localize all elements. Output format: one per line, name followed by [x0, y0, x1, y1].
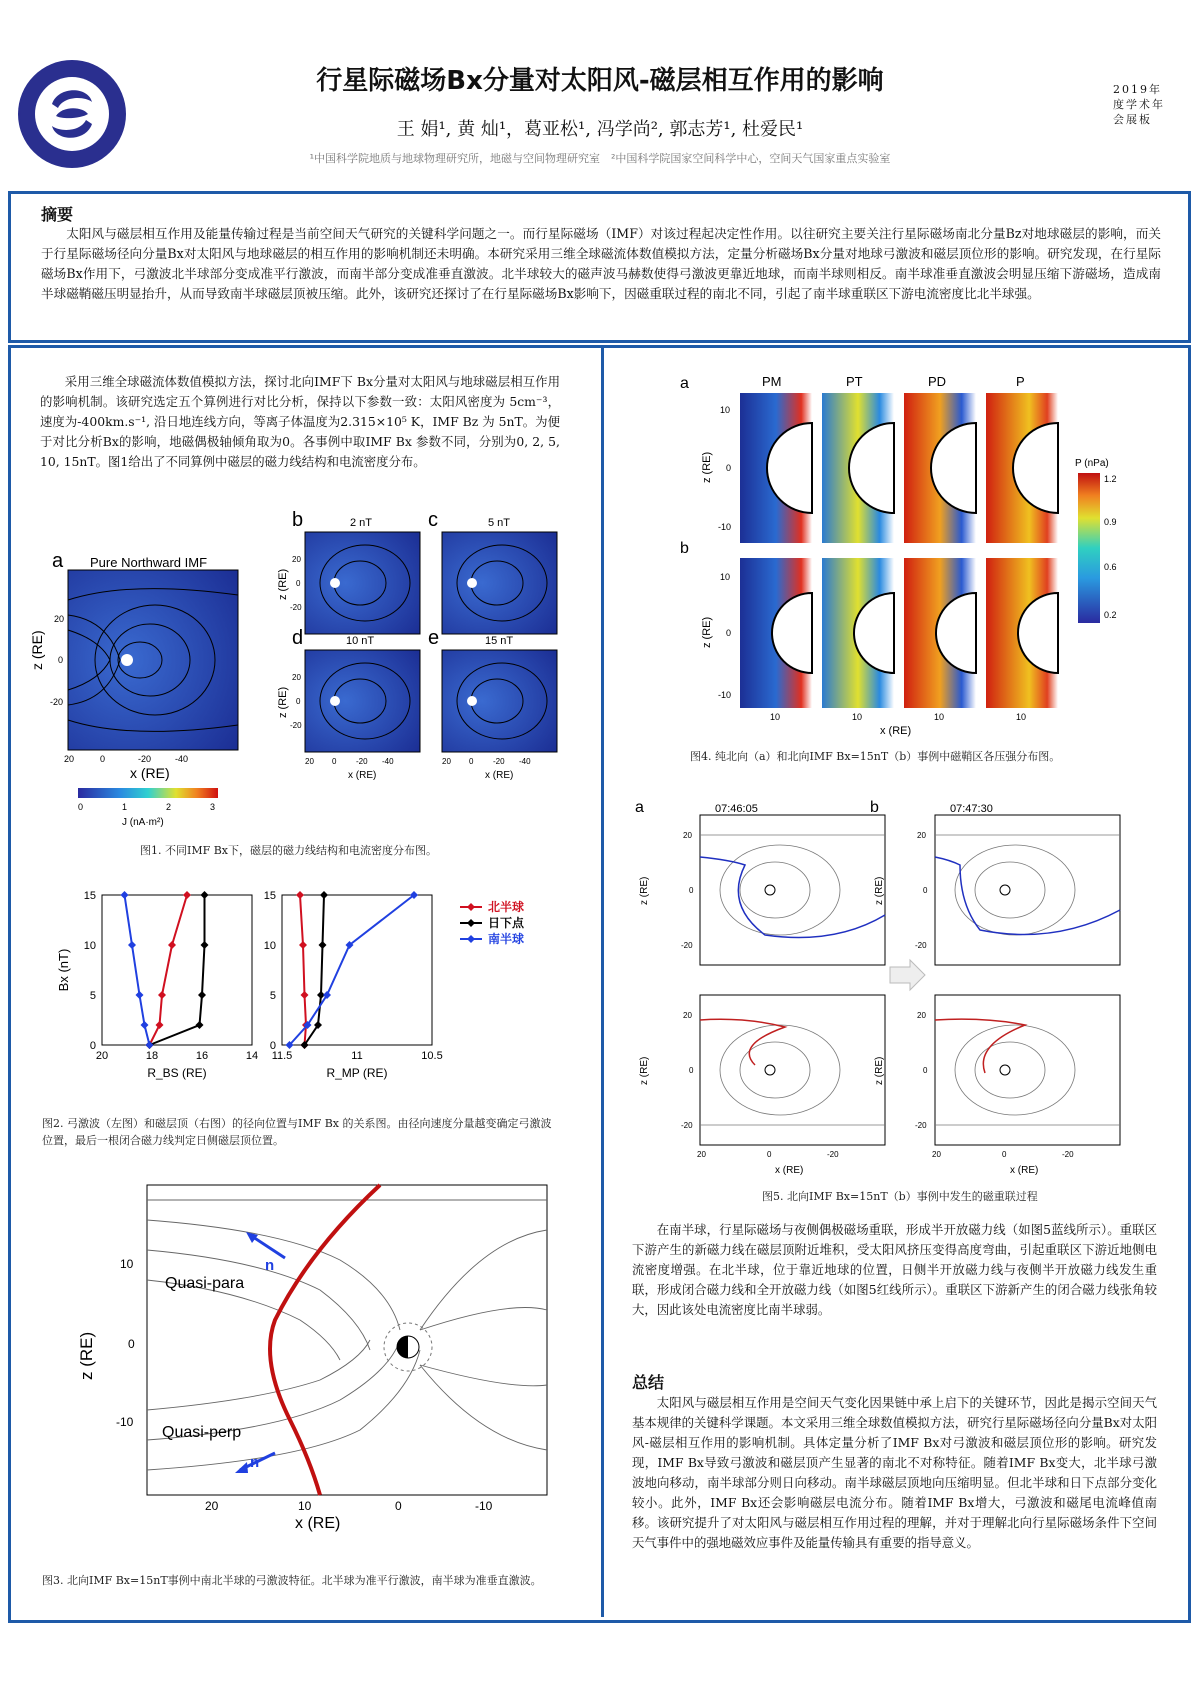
fig1c-letter: c [428, 509, 438, 531]
fig2-legend-marker [467, 919, 475, 927]
fig4-ytick: 10 [720, 572, 731, 582]
fig3-xtick: 0 [395, 1499, 402, 1513]
fig4a-letter: a [680, 375, 689, 392]
fig1b-title: 2 nT [350, 517, 373, 529]
fig5b-time: 07:47:30 [950, 803, 993, 815]
fig5-xtick: -20 [1062, 1150, 1074, 1159]
fig5-ytick: -20 [681, 941, 693, 950]
fig5-ytick: 20 [683, 831, 692, 840]
fig5-ytick: 20 [683, 1011, 692, 1020]
fig1a-xtick: -20 [138, 754, 152, 764]
fig5-ytick: 20 [917, 831, 926, 840]
fig1b-ytick: 0 [296, 579, 301, 588]
fig4-xtick: 10 [934, 712, 945, 722]
fig3-frame [147, 1185, 547, 1495]
figure-1-panels [30, 510, 570, 835]
next-arrow-icon [890, 960, 925, 990]
figure-4 [680, 368, 1140, 738]
fig4-xtick: 10 [770, 712, 781, 722]
fig4-xlabel: x (RE) [880, 725, 912, 737]
fig5-xtick: 0 [767, 1150, 772, 1159]
fig2-ytick: 15 [83, 890, 96, 902]
affiliations: ¹中国科学院地质与地球物理研究所，地磁与空间物理研究室 ²中国科学院国家空间科学中心，空间天气国家重点实验室 [309, 152, 891, 165]
fig1d-ylabel: z (RE) [277, 686, 289, 718]
fig1e-panel [442, 650, 557, 752]
fig2-legend-label: 日下点 [488, 916, 525, 930]
fig4-col-title: P [1016, 374, 1025, 389]
fig2-legend-marker [467, 935, 475, 943]
fig5-ytick: 0 [689, 886, 694, 895]
fig1-cb-tick: 3 [210, 802, 216, 812]
fig3-xtick: -10 [475, 1499, 493, 1513]
fig2-ytick: 5 [89, 990, 96, 1002]
fig1b-panel [305, 532, 420, 634]
figure-5 [635, 795, 1165, 1180]
fig2-ytick: 15 [263, 890, 276, 902]
fig1e-xtick: 20 [442, 757, 451, 766]
figure-5-caption: 图5. 北向IMF Bx=15nT（b）事例中发生的磁重联过程 [762, 1190, 1038, 1203]
fig5-ytick: 0 [923, 1066, 928, 1075]
fig1e-xtick: 0 [469, 757, 474, 766]
fig4-cb-tick: 0.6 [1104, 562, 1117, 572]
fig2-legend-label: 南半球 [488, 932, 525, 946]
fig5-ytick: -20 [915, 941, 927, 950]
fig5-ylabel: z (RE) [874, 1056, 885, 1085]
fig5-ytick: 0 [689, 1066, 694, 1075]
fig2-xtick: 20 [95, 1050, 109, 1062]
fig1a-ytick: -20 [50, 697, 64, 707]
fig1d-xtick: -40 [382, 757, 394, 766]
fig1a-xtick: -40 [175, 754, 189, 764]
fig2-xtick: 11 [351, 1050, 363, 1062]
fig2-ytick: 0 [89, 1040, 96, 1052]
fig5-ytick: 0 [923, 886, 928, 895]
fig5b-letter: b [870, 799, 879, 816]
fig4-ytick: -10 [718, 690, 732, 700]
fig1a-title: Pure Northward IMF [90, 555, 208, 570]
figure-2-charts [56, 885, 580, 1090]
fig2-ylabel: Bx (nT) [56, 948, 71, 992]
figure-2 [56, 885, 580, 1090]
fig1-cb-label: J (nA·m²) [122, 817, 164, 828]
fig4-cb-tick: 0.9 [1104, 517, 1117, 527]
fig4-cb-tick: 1.2 [1104, 474, 1117, 484]
fig1d-ytick: -20 [290, 721, 302, 730]
fig1c-title: 5 nT [488, 517, 511, 529]
fig1e-xlabel: x (RE) [485, 770, 514, 781]
fig3-n-south: n [250, 1454, 260, 1471]
fig1a-ylabel: z (RE) [29, 630, 45, 670]
fig1a-ytick: 20 [54, 614, 65, 624]
reconnection-paragraph: 在南半球，行星际磁场与夜侧偶极磁场重联，形成半开放磁力线（如图5蓝线所示）。重联区下游产生的新磁力线在磁层顶附近堆积，受太阳风挤压变得高度弯曲，引起重联区下游近地侧电流密度增强。在北半球，位于靠近地球的位置，日侧半开放磁力线与夜侧半开放磁力线发生重联，形成闭合磁力线和全开放磁力线（如图5红线所示）。重联区下游新产生的闭合磁力线张角较大，因此该处电流密度比南半球弱。 [632, 1222, 1157, 1317]
fig5-xtick: -20 [827, 1150, 839, 1159]
fig1b-ylabel: z (RE) [277, 568, 289, 600]
fig4-colorbar [1078, 473, 1100, 623]
fig4-ytick: 10 [720, 405, 731, 415]
figure-3-caption: 图3. 北向IMF Bx=15nT事例中南北半球的弓激波特征。北半球为准平行激波，南半球为准垂直激波。 [42, 1574, 542, 1587]
figure-4-caption: 图4. 纯北向（a）和北向IMF Bx=15nT（b）事例中磁鞘区各压强分布图。 [690, 750, 1061, 763]
fig1a-letter: a [52, 550, 64, 572]
fig1d-xtick: -20 [356, 757, 368, 766]
fig4-ytick: 0 [726, 463, 732, 473]
fig1-cb-tick: 1 [122, 802, 128, 812]
fig1-cb-tick: 0 [78, 802, 84, 812]
fig3-xtick: 20 [205, 1499, 219, 1513]
fig1d-xlabel: x (RE) [348, 770, 377, 781]
fig3-ytick: 0 [128, 1337, 135, 1351]
abstract-box [8, 191, 1191, 343]
fig1d-panel [305, 650, 420, 752]
fig3-ytick: -10 [116, 1415, 134, 1429]
fig2-ytick: 10 [263, 940, 276, 952]
fig1e-xtick: -20 [493, 757, 505, 766]
fig2-xtick: 18 [145, 1050, 159, 1062]
earth-dot-a [121, 654, 133, 666]
fig3-ylabel: z (RE) [77, 1331, 96, 1380]
fig1d-title: 10 nT [346, 635, 375, 647]
fig4-xtick: 10 [852, 712, 863, 722]
summary-heading: 总结 [632, 1373, 665, 1392]
fig5a-top [700, 815, 885, 965]
fig2-legend-marker [467, 903, 475, 911]
fig4-cb-tick: 0.2 [1104, 610, 1117, 620]
fig5a-letter: a [635, 799, 644, 816]
fig5b-bottom [935, 995, 1120, 1145]
fig1e-title: 15 nT [485, 635, 514, 647]
poster-title: 行星际磁场Bx分量对太阳风-磁层相互作用的影响 [316, 66, 884, 96]
fig5-xtick: 20 [932, 1150, 941, 1159]
fig5-ytick: -20 [681, 1121, 693, 1130]
annual-meeting-label: 2019年度学术年会展板 [1113, 83, 1165, 126]
fig4-cb-label: P (nPa) [1075, 458, 1109, 469]
fig1c-panel [442, 532, 557, 634]
fig2-xtick: 16 [195, 1050, 209, 1062]
fig5a-time: 07:46:05 [715, 803, 758, 815]
fig5-ylabel: z (RE) [639, 876, 650, 905]
fig2-ytick: 10 [83, 940, 96, 952]
fig1a-xtick: 20 [64, 754, 75, 764]
intro-paragraph: 采用三维全球磁流体数值模拟方法，探讨北向IMF下 Bx分量对太阳风与地球磁层相互作用的影响机制。该研究选定五个算例进行对比分析，保持以下参数一致：太阳风密度为 5cm⁻³，速度为-400km.s⁻¹, 沿日地连线方向，等离子体温度为2.315×10⁵ K，IMF Bz 为 5nT。为便于对比分析Bx的影响，地磁偶极轴倾角取为0。各事例中取IMF Bx 参数不同，分别为0, 2, 5, 10, 15nT。图1给出了不同算例中磁层的磁力线结构和电流密度分布。 [40, 374, 560, 469]
abstract-heading: 摘要 [41, 205, 74, 224]
fig1e-xtick: -40 [519, 757, 531, 766]
abstract-text: 太阳风与磁层相互作用及能量传输过程是当前空间天气研究的关键科学问题之一。而行星际磁场（IMF）对该过程起决定性作用。以往研究主要关注行星际磁场南北分量Bz对地球磁层的影响，而关于行星际磁场径向分量Bx对太阳风与地球磁层的相互作用的影响机制还未明确。本研究采用三维全球磁流体数值模拟方法，定量分析磁场Bx分量对地球弓激波和磁层顶位形的影响。研究发现，在行星际磁场Bx作用下，弓激波北半球部分变成准平行激波，而南半部分变成准垂直激波。北半球较大的磁声波马赫数使得弓激波更靠近地球，而南半球则相反。南半球准垂直激波会明显压缩下游磁场，造成南半球磁鞘磁压明显抬升，从而导致南半球磁层顶被压缩。此外，该研究还探讨了在行星际磁场Bx影响下，因磁重联过程的南北不同，引起了南半球重联区下游电流密度比北半球强。 [41, 226, 1161, 301]
fig5b-xlabel: x (RE) [1010, 1165, 1039, 1176]
figure-3 [40, 1180, 560, 1530]
fig4b-letter: b [680, 540, 689, 557]
figure-3-plot [40, 1180, 560, 1530]
fig1a-plot [68, 570, 238, 750]
author-list: 王 娟¹, 黄 灿¹，葛亚松¹, 冯学尚², 郭志芳¹, 杜爱民¹ [396, 119, 804, 140]
fig1b-letter: b [292, 509, 304, 531]
fig1e-letter: e [428, 627, 440, 649]
fig5a-bottom [700, 995, 885, 1145]
fig2-ytick: 0 [269, 1040, 276, 1052]
fig2-xtick: 10.5 [421, 1050, 443, 1062]
fig3-n-north: n [265, 1257, 275, 1274]
fig2-xlabel: R_BS (RE) [147, 1066, 207, 1080]
fig2-xlabel: R_MP (RE) [326, 1066, 388, 1080]
fig1d-xtick: 0 [332, 757, 337, 766]
fig4-col-title: PT [846, 374, 863, 389]
fig1-colorbar [78, 788, 218, 798]
fig1d-ytick: 20 [292, 673, 301, 682]
fig4-col-title: PD [928, 374, 947, 389]
fig4b-ylabel: z (RE) [701, 616, 713, 648]
fig3-ytick: 10 [120, 1257, 134, 1271]
fig5a-xlabel: x (RE) [775, 1165, 804, 1176]
fig4a-ylabel: z (RE) [701, 451, 713, 483]
fig2-plot-frame-0 [102, 895, 252, 1045]
fig2-xtick: 11.5 [271, 1050, 293, 1062]
fig2-xtick: 14 [245, 1050, 259, 1062]
fig1b-ytick: 20 [292, 555, 301, 564]
fig1d-ytick: 0 [296, 697, 301, 706]
summary-paragraph: 太阳风与磁层相互作用是空间天气变化因果链中承上启下的关键环节，因此是揭示空间天气基本规律的关键科学课题。本文采用三维全球数值模拟方法，研究行星际磁场径向分量Bx对太阳风-磁层相互作用的影响机制。具体定量分析了IMF Bx对弓激波和磁层顶位形的影响。研究发现，IMF Bx导致弓激波和磁层顶产生显著的南北不对称特征。随着IMF Bx变大，北半球弓激波地向移动，南半球部分则日向移动。南半球磁层顶地向压缩明显。但北半球和日下点部分变化较小。此外，IMF Bx还会影响磁层电流分布。随着IMF Bx增大，弓激波和磁尾电流峰值南移。该研究提升了对太阳风与磁层相互作用过程的理解，并对于理解北向行星际磁场条件下空间天气事件中的强地磁效应事件及能量传输具有重要的指导意义。 [632, 1395, 1157, 1550]
figure-4-panels [680, 368, 1140, 738]
fig1b-ytick: -20 [290, 603, 302, 612]
fig4-ytick: -10 [718, 522, 732, 532]
fig1a-xtick: 0 [100, 754, 106, 764]
fig3-xlabel: x (RE) [295, 1515, 341, 1532]
fig1d-letter: d [292, 627, 304, 649]
figure-5-panels [635, 795, 1165, 1180]
fig1d-xtick: 20 [305, 757, 314, 766]
fig1-cb-tick: 2 [166, 802, 172, 812]
figure-2-caption: 图2. 弓激波（左图）和磁层顶（右图）的径向位置与IMF Bx 的关系图。由径向速度分量越变确定弓激波位置，最后一根闭合磁力线判定日侧磁层顶位置。 [42, 1117, 552, 1147]
fig5-ylabel: z (RE) [639, 1056, 650, 1085]
fig4-xtick: 10 [1016, 712, 1027, 722]
fig3-quasi-para: Quasi-para [165, 1275, 245, 1292]
fig2-legend-label: 北半球 [488, 900, 525, 914]
fig5-ytick: 20 [917, 1011, 926, 1020]
figure-1 [30, 510, 570, 835]
fig5-ylabel: z (RE) [874, 876, 885, 905]
fig4-col-title: PM [762, 374, 782, 389]
fig5-ytick: -20 [915, 1121, 927, 1130]
fig1a-xlabel: x (RE) [130, 765, 170, 781]
fig3-xtick: 10 [298, 1499, 312, 1513]
fig3-quasi-perp: Quasi-perp [162, 1424, 242, 1441]
fig2-ytick: 5 [269, 990, 276, 1002]
fig4-ytick: 0 [726, 628, 732, 638]
fig1a-ytick: 0 [58, 655, 64, 665]
column-divider [601, 348, 604, 1617]
fig5-xtick: 20 [697, 1150, 706, 1159]
fig5-xtick: 0 [1002, 1150, 1007, 1159]
figure-1-caption: 图1. 不同IMF Bx下，磁层的磁力线结构和电流密度分布图。 [140, 844, 438, 857]
